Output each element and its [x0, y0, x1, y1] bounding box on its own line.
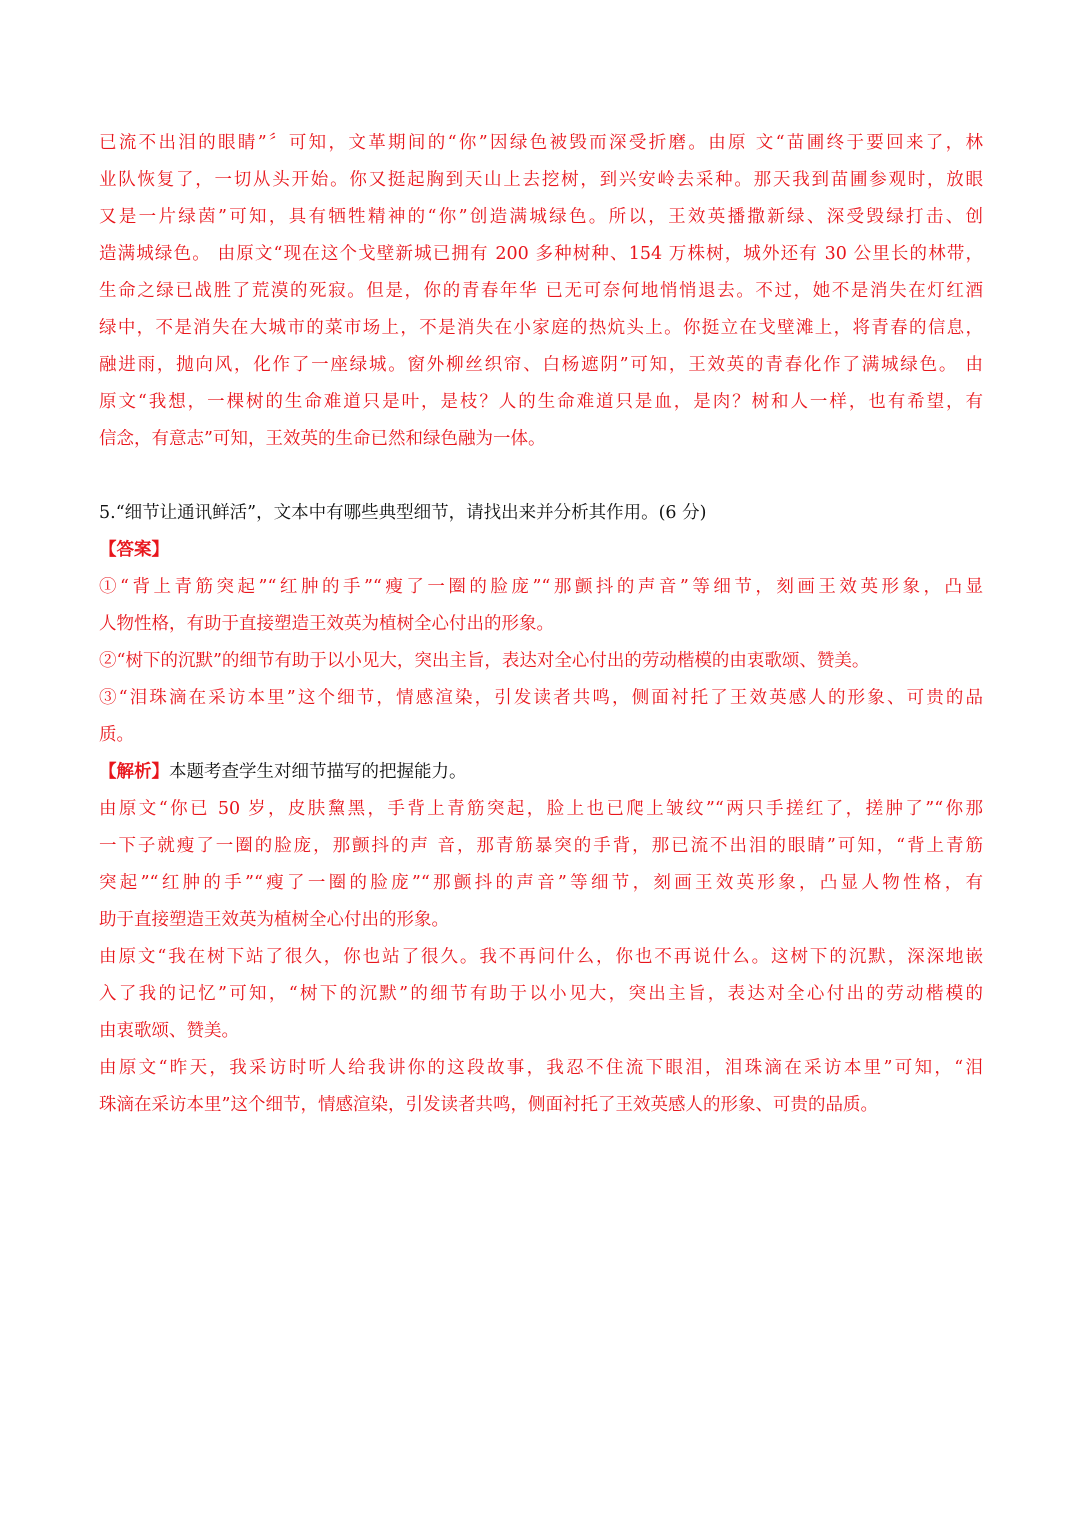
answer-block — [99, 569, 983, 754]
paragraph-gap — [99, 458, 983, 495]
analysis-header — [99, 754, 983, 791]
answer-label — [99, 532, 983, 569]
text-line: 融进雨，抛向风，化作了一座绿城。窗外柳丝织帘、白杨遮阴”可知，王效英的青春化作了满城绿色。 由 — [99, 355, 983, 375]
document-page — [99, 125, 983, 1124]
answer-line: 质。 — [99, 725, 134, 745]
analysis-line: 由原文“你已 50 岁，皮肤黧黑，手背上青筋突起，脸上也已爬上皱纹”“两只手搓红了，搓肿了”“你那 — [99, 799, 983, 819]
analysis-line: 珠滴在采访本里”这个细节，情感渲染，引发读者共鸣，侧面衬托了王效英感人的形象、可贵的品质。 — [99, 1095, 878, 1115]
answer-line: ②“树下的沉默”的细节有助于以小见大，突出主旨，表达对全心付出的劳动楷模的由衷歌颂、赞美。 — [99, 651, 870, 671]
question-heading: 5.“细节让通讯鲜活”，文本中有哪些典型细节，请找出来并分析其作用。(6 分) — [99, 503, 707, 523]
text-line: 绿中，不是消失在大城市的菜市场上，不是消失在小家庭的热炕头上。你挺立在戈壁滩上，将青春的信息， — [99, 318, 983, 338]
analysis-line: 入了我的记忆”可知，“树下的沉默”的细节有助于以小见大，突出主旨，表达对全心付出的劳动楷模的 — [99, 984, 983, 1004]
analysis-continuation — [99, 125, 983, 458]
text-line: 又是一片绿茵”可知，具有牺牲精神的“你”创造满城绿色。所以，王效英播撒新绿、深受毁绿打击、创 — [99, 207, 983, 227]
text-line: 信念，有意志”可知，王效英的生命已然和绿色融为一体。 — [99, 429, 546, 449]
analysis-label-text: 【解析】 — [99, 762, 169, 782]
text-line: 已流不出泪的眼睛”〞可知，文革期间的“你”因绿色被毁而深受折磨。由原 文“苗圃终于要回来了，林 — [99, 133, 983, 153]
text-line: 造满城绿色。 由原文“现在这个戈壁新城已拥有 200 多种树种、154 万株树，城外还有 30 公里长的林带， — [99, 244, 983, 264]
answer-line: 人物性格，有助于直接塑造王效英为植树全心付出的形象。 — [99, 614, 554, 634]
answer-label-text: 【答案】 — [99, 540, 169, 560]
analysis-line: 突起”“红肿的手”“瘦了一圈的脸庞”“那颤抖的声音”等细节，刻画王效英形象，凸显人物性格，有 — [99, 873, 983, 893]
text-line: 业队恢复了，一切从头开始。你又挺起胸到天山上去挖树，到兴安岭去采种。那天我到苗圃参观时，放眼 — [99, 170, 983, 190]
analysis-line: 助于直接塑造王效英为植树全心付出的形象。 — [99, 910, 449, 930]
answer-line: ①“背上青筋突起”“红肿的手”“瘦了一圈的脸庞”“那颤抖的声音”等细节，刻画王效英形象，凸显 — [99, 577, 983, 597]
text-line: 生命之绿已战胜了荒漠的死寂。但是，你的青春年华 已无可奈何地悄悄退去。不过，她不是消失在灯红酒 — [99, 281, 983, 301]
analysis-line: 由原文“我在树下站了很久，你也站了很久。我不再问什么，你也不再说什么。这树下的沉默，深深地嵌 — [99, 947, 983, 967]
text-line: 原文“我想，一棵树的生命难道只是叶，是枝？人的生命难道只是血，是肉？树和人一样，也有希望，有 — [99, 392, 983, 412]
analysis-line: 一下子就瘦了一圈的脸庞，那颤抖的声 音，那青筋暴突的手背，那已流不出泪的眼睛”可知，“背上青筋 — [99, 836, 983, 856]
analysis-block — [99, 791, 983, 1124]
analysis-line: 由衷歌颂、赞美。 — [99, 1021, 239, 1041]
answer-line: ③“泪珠滴在采访本里”这个细节，情感渲染，引发读者共鸣，侧面衬托了王效英感人的形象、可贵的品 — [99, 688, 983, 708]
analysis-line: 由原文“昨天，我采访时听人给我讲你的这段故事，我忍不住流下眼泪，泪珠滴在采访本里”可知，“泪 — [99, 1058, 983, 1078]
analysis-intro: 本题考查学生对细节描写的把握能力。 — [169, 762, 467, 782]
